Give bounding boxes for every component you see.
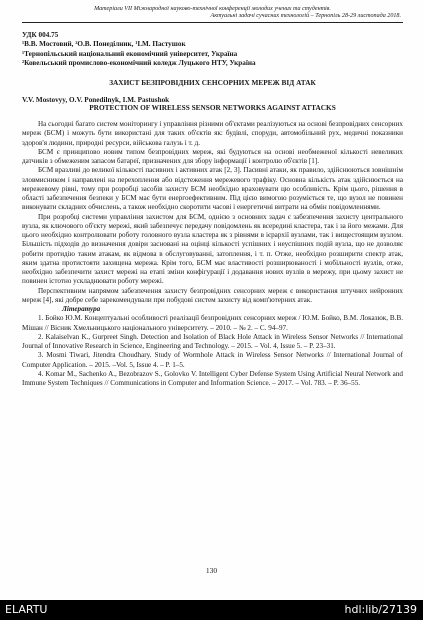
authors-ua: ¹В.В. Мостовий, ²О.В. Понеділник, ¹І.М. Пастушок (22, 40, 186, 49)
reference-item: 3. Mosmi Tiwari, Jitendra Choudhary. Study of Wormhole Attack in Wireless Sensor Networks // International Journal of Computer Application. – 2015. –Vol. 5, Issue 4. – P. 1–5. (22, 351, 403, 369)
paragraph: БСМ є принципово новим типом безпровідних мереж, які будуються на основі необмеженої кількості невеликих датчиків з обмеженим запасом батареї, призначених для збору інформації і контролю об'єктів [1]. (22, 147, 403, 166)
paragraph: На сьогодні багато систем моніторингу і управління різними об'єктами реалізуються на основі безпровідних сенсорних мереж (БСМ) і можуть бути використані для таких об'єктів як: будівлі, споруди, автомобільний рух, медичні показники здоров'я людини, природні ресурси, військова галузь і т. д. (22, 120, 403, 147)
title-ukrainian: ЗАХИСТ БЕЗПРОВІДНИХ СЕНСОРНИХ МЕРЕЖ ВІД АТАК (109, 77, 316, 87)
repository-footer-bar (0, 600, 423, 620)
title-english: PROTECTION OF WIRELESS SENSOR NETWORKS AGAINST ATTACKS (89, 103, 336, 113)
udk-code: УДК 004.75 (22, 31, 59, 40)
reference-item: 2. Kalaiselvan K., Gurpreet Singh. Detection and Isolation of Black Hole Attack in Wireless Sensor Networks // International Journal of Innovative Research in Science, Engineering and Technology. – 2015. – Vol. 4, Issue 5. – P. 23–31. (22, 332, 403, 351)
paragraph: БСМ вразливі до великої кількості пасивних і активних атак [2, 3]. Пасивні атаки, як правило, здійснюються зовнішнім зловмисником і направлені на перехоплення або відстеження мережевого трафіку. Основна кількість атак здійснюється на мережевому рівні, тому при розробці засобів захисту БСМ необхідно враховувати цю особливість. Крім цього, рішення в області забезпечення безпеки у БСМ має бути енергоефективним. Під цією вимогою розуміється те, що вузол не повинен виконувати складних обчислень, а також необхідно скоротити часові і енергетичні витрати на обмін повідомленнями. (22, 166, 403, 212)
page-number: 130 (205, 566, 218, 575)
header-line-2: Актуальні задачі сучасних технологій – Тернопіль 28-29 листопада 2018. (210, 13, 401, 20)
handle-identifier: hdl:lib/27139 (344, 603, 417, 616)
repository-name: ELARTU (5, 603, 48, 616)
affiliation-2: ²Ковельський промислово-економічний коледж Луцького НТУ, Україна (22, 59, 256, 68)
authors-english: V.V. Mostovyy, O.V. Ponedilnyk, I.M. Pastushok (22, 95, 170, 104)
paper-body (22, 120, 403, 388)
literature-heading: Література (62, 305, 101, 314)
reference-item: 4. Komar M., Sachenko A., Bezobrazov S., Golovko V. Intelligent Cyber Defense System Using Artificial Neural Network and Immune System Techniques // Communications in Computer and Information Science. – 2017. – Vol. 783. – P. 36–55. (22, 369, 403, 388)
affiliations-block (22, 40, 403, 68)
header-line-1: Матеріали VII Міжнародної науково-технічної конференції молодих учених та студентів. (94, 6, 331, 12)
running-header (22, 6, 403, 23)
reference-list (22, 314, 403, 388)
paragraph: При розробці системи управління захистом для БСМ, однією з основних задач є забезпечення захисту центрального вузла, як ключового об'єкту мережі, який забезпечує передачу повідомлень як всередині кластера, так і за його межами. Для цього необхідно контролювати роботу головного вузла кластера як з рівнями в ієрархії вузлами, так і вищестоящим вузлом. Більшість підходів до визначення довіри засновані на оцінці кількості успішних і неуспішних подій вузла, що не дозволяє робити протидію таким атакам, як відмова в обслуговуванні, затоплення, і т. п. Отже, необхідно розширити спектр атак, яким здатна протистояти захищена мережа. Крім того, БСМ має властивості розширюваності і мобільності вузлів, отже, необхідно забезпечити захист мережі на етапі зміни конфігурації і додавання нових вузлів в мережу, при цьому захист не повинен істотно ускладнювати роботу мережі. (22, 212, 403, 286)
affiliation-1: ¹Тернопільський національний економічний університет, Україна (22, 49, 238, 58)
reference-item: 1. Бойко Ю.М. Концептуальні особливості реалізації безпровідних сенсорних мереж / Ю.М. Бойко, В.М. Локазюк, В.В. Мішан // Вісник Хмельницького національного університету. – 2010. – № 2. – С. 94–97. (22, 314, 403, 332)
paragraph: Перспективним напрямом забезпечення захисту безпровідних сенсорних мереж є використання штучних нейронних мереж [4], які добре себе зарекомендували при побудові систем захисту від комп'ютерних атак. (22, 286, 403, 304)
